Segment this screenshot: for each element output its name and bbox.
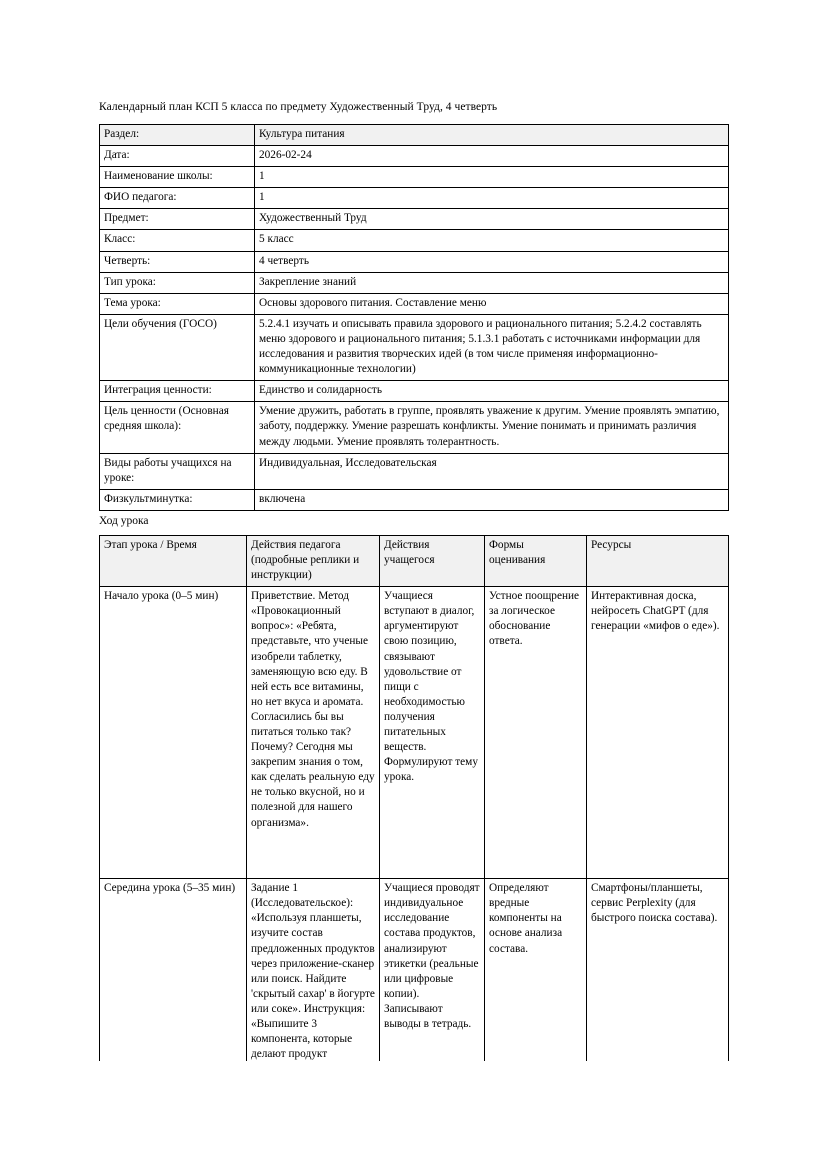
info-label: Предмет:: [100, 209, 255, 230]
table-row: [100, 879, 729, 1090]
table-row: [100, 146, 729, 167]
info-label: Тип урока:: [100, 272, 255, 293]
table-row: [100, 293, 729, 314]
info-label: Класс:: [100, 230, 255, 251]
table-row: [100, 453, 729, 489]
column-header-assessment-forms: Формы оценивания: [485, 535, 587, 586]
table-row: [100, 272, 729, 293]
cell-stage: Середина урока (5–35 мин): [100, 879, 247, 1090]
cell-student-actions: Учащиеся проводят индивидуальное исследование состава продуктов, анализируют этикетки (реальные или цифровые копии). Записывают выводы в тетрадь.: [380, 879, 485, 1090]
info-label: Цель ценности (Основная средняя школа):: [100, 402, 255, 453]
info-value: 4 четверть: [255, 251, 729, 272]
info-value: Единство и солидарность: [255, 381, 729, 402]
section-caption-lesson-flow: Ход урока: [99, 514, 149, 527]
info-label: ФИО педагога:: [100, 188, 255, 209]
cell-assessment: Устное поощрение за логическое обоснование ответа.: [485, 587, 587, 879]
table-row: [100, 402, 729, 453]
page-title: Календарный план КСП 5 класса по предмету Художественный Труд, 4 четверть: [99, 101, 498, 113]
table-row: [100, 251, 729, 272]
cell-teacher-actions: Задание 1 (Исследовательское): «Используя планшеты, изучите состав предложенных продуктов через приложение-сканер или поиск. Найдите 'скрытый сахар' в йогурте или соке». Инструкция: «Выпишите 3 компонента, которые делают продукт: [247, 879, 380, 1090]
document-content: [99, 100, 728, 1090]
cell-student-actions: Учащиеся вступают в диалог, аргументируют свою позицию, связывают удовольствие от пищи с необходимостью получения питательных веществ. Формулируют тему урока.: [380, 587, 485, 879]
info-value: 2026-02-24: [255, 146, 729, 167]
table-row: [100, 209, 729, 230]
table-row: [100, 314, 729, 380]
info-label: Виды работы учащихся на уроке:: [100, 453, 255, 489]
info-value: Художественный Труд: [255, 209, 729, 230]
cell-resources: Интерактивная доска, нейросеть ChatGPT (для генерации «мифов о еде»).: [587, 587, 729, 879]
table-row: [100, 489, 729, 510]
lesson-flow-table: [99, 535, 729, 1090]
column-header-student-actions: Действия учащегося: [380, 535, 485, 586]
info-label: Наименование школы:: [100, 167, 255, 188]
column-header-resources: Ресурсы: [587, 535, 729, 586]
cell-teacher-actions: Приветствие. Метод «Провокационный вопрос»: «Ребята, представьте, что ученые изобрели таблетку, заменяющую всю еду. В ней есть все витамины, но нет вкуса и аромата. Согласились бы вы питаться только так? Почему? Сегодня мы закрепим знания о том, как сделать реальную еду не только вкусной, но и полезной для нашего организма».: [247, 587, 380, 879]
table-header-row: [100, 535, 729, 586]
table-row: [100, 125, 729, 146]
info-label: Дата:: [100, 146, 255, 167]
info-label: Цели обучения (ГОСО): [100, 314, 255, 380]
table-row: [100, 167, 729, 188]
info-value: включена: [255, 489, 729, 510]
cell-stage: Начало урока (0–5 мин): [100, 587, 247, 879]
info-value: 5.2.4.1 изучать и описывать правила здорового и рационального питания; 5.2.4.2 составлять меню здорового и рационального питания; 5.1.3.1 работать с источниками информации для исследования и развития творческих идей (в том числе применяя информационно-коммуникационные технологии): [255, 314, 729, 380]
table-row: [100, 587, 729, 879]
info-label: Физкультминутка:: [100, 489, 255, 510]
info-value: Культура питания: [255, 125, 729, 146]
info-value: Закрепление знаний: [255, 272, 729, 293]
info-value: Индивидуальная, Исследовательская: [255, 453, 729, 489]
info-label: Раздел:: [100, 125, 255, 146]
table-row: [100, 381, 729, 402]
info-value: Основы здорового питания. Составление меню: [255, 293, 729, 314]
info-value: Умение дружить, работать в группе, проявлять уважение к другим. Умение проявлять эмпатию, заботу, поддержку. Умение разрешать конфликты. Умение понимать и принимать различия между людьми. Умение проявлять толерантность.: [255, 402, 729, 453]
table-row: [100, 188, 729, 209]
info-label: Интеграция ценности:: [100, 381, 255, 402]
info-value: 1: [255, 188, 729, 209]
cell-assessment: Определяют вредные компоненты на основе анализа состава.: [485, 879, 587, 1090]
info-value: 1: [255, 167, 729, 188]
table-row: [100, 230, 729, 251]
info-label: Тема урока:: [100, 293, 255, 314]
page-bottom-margin: [0, 1061, 827, 1170]
column-header-stage: Этап урока / Время: [100, 535, 247, 586]
info-label: Четверть:: [100, 251, 255, 272]
lesson-info-table: [99, 124, 729, 511]
info-value: 5 класс: [255, 230, 729, 251]
cell-resources: Смартфоны/планшеты, сервис Perplexity (для быстрого поиска состава).: [587, 879, 729, 1090]
column-header-teacher-actions: Действия педагога (подробные реплики и инструкции): [247, 535, 380, 586]
